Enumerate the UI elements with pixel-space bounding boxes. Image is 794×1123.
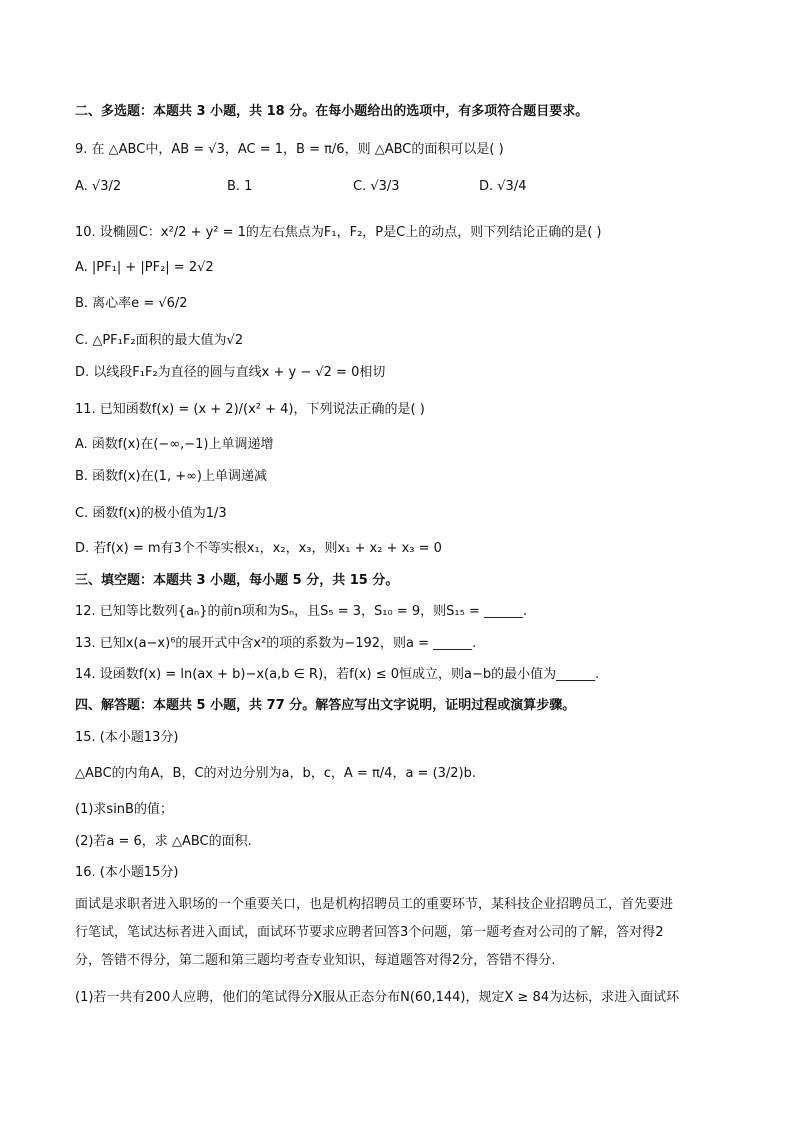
question-16-header: 16. (本小题15分) (75, 865, 179, 880)
question-9-options (75, 178, 715, 206)
question-15-part-1: (1)求sinB的值； (75, 802, 173, 817)
question-15-stem: △ABC的内角A，B，C的对边分别为a，b，c，A = π/4，a = (3/2)b. (75, 766, 477, 781)
question-16-part-1: (1)若一共有200人应聘，他们的笔试得分X服从正态分布N(60,144)，规定X ≥ 84为达标，求进入面试环 (75, 990, 680, 1005)
question-9-option-c: C. √3/3 (353, 179, 400, 194)
question-16-line-2: 行笔试，笔试达标者进入面试，面试环节要求应聘者回答3个问题，第一题考查对公司的了解，答对得2 (75, 925, 664, 940)
question-10-stem: 10. 设椭圆C：x²/2 + y² = 1的左右焦点为F₁，F₂，P是C上的动点，则下列结论正确的是( ) (75, 225, 602, 240)
question-12: 12. 已知等比数列{aₙ}的前n项和为Sₙ，且S₅ = 3，S₁₀ = 9，则S₁₅ = ______. (75, 604, 528, 619)
question-16-body (75, 891, 715, 975)
question-13: 13. 已知x(a−x)⁶的展开式中含x²的项的系数为−192，则a = ______. (75, 636, 477, 651)
section-fill-in-heading: 三、填空题：本题共 3 小题，每小题 5 分，共 15 分。 (75, 573, 399, 588)
question-9-option-a: A. √3/2 (75, 179, 122, 194)
question-11-option-a: A. 函数f(x)在(−∞,−1)上单调递增 (75, 437, 274, 452)
question-11-option-c: C. 函数f(x)的极小值为1/3 (75, 506, 227, 521)
question-9-option-d: D. √3/4 (479, 179, 527, 194)
question-16-line-3: 分，答错不得分，第二题和第三题均考查专业知识，每道题答对得2分，答错不得分. (75, 953, 556, 968)
question-10-option-d: D. 以线段F₁F₂为直径的圆与直线x + y − √2 = 0相切 (75, 365, 386, 380)
question-10-option-a: A. |PF₁| + |PF₂| = 2√2 (75, 260, 214, 275)
question-10-option-c: C. △PF₁F₂面积的最大值为√2 (75, 333, 244, 348)
section-multiple-choice-heading: 二、多选题：本题共 3 小题，共 18 分。在每小题给出的选项中，有多项符合题目要求。 (75, 104, 589, 119)
question-10-option-b: B. 离心率e = √6/2 (75, 296, 188, 311)
question-9-option-b: B. 1 (227, 179, 253, 194)
question-14: 14. 设函数f(x) = ln(ax + b)−x(a,b ∈ R)，若f(x) ≤ 0恒成立，则a−b的最小值为______. (75, 667, 600, 682)
question-16-line-1: 面试是求职者进入职场的一个重要关口，也是机构招聘员工的重要环节，某科技企业招聘员工，首先要进 (75, 897, 674, 912)
question-11-option-b: B. 函数f(x)在(1, +∞)上单调递减 (75, 469, 267, 484)
question-11-option-d: D. 若f(x) = m有3个不等实根x₁，x₂，x₃，则x₁ + x₂ + x₃ = 0 (75, 541, 442, 556)
question-9-stem: 9. 在 △ABC中，AB = √3，AC = 1，B = π/6，则 △ABC的面积可以是( ) (75, 142, 504, 157)
question-15-header: 15. (本小题13分) (75, 730, 179, 745)
section-solution-heading: 四、解答题：本题共 5 小题，共 77 分。解答应写出文字说明，证明过程或演算步骤。 (75, 698, 576, 713)
question-15-part-2: (2)若a = 6，求 △ABC的面积. (75, 834, 252, 849)
question-11-stem: 11. 已知函数f(x) = (x + 2)/(x² + 4)，下列说法正确的是( ) (75, 402, 425, 417)
